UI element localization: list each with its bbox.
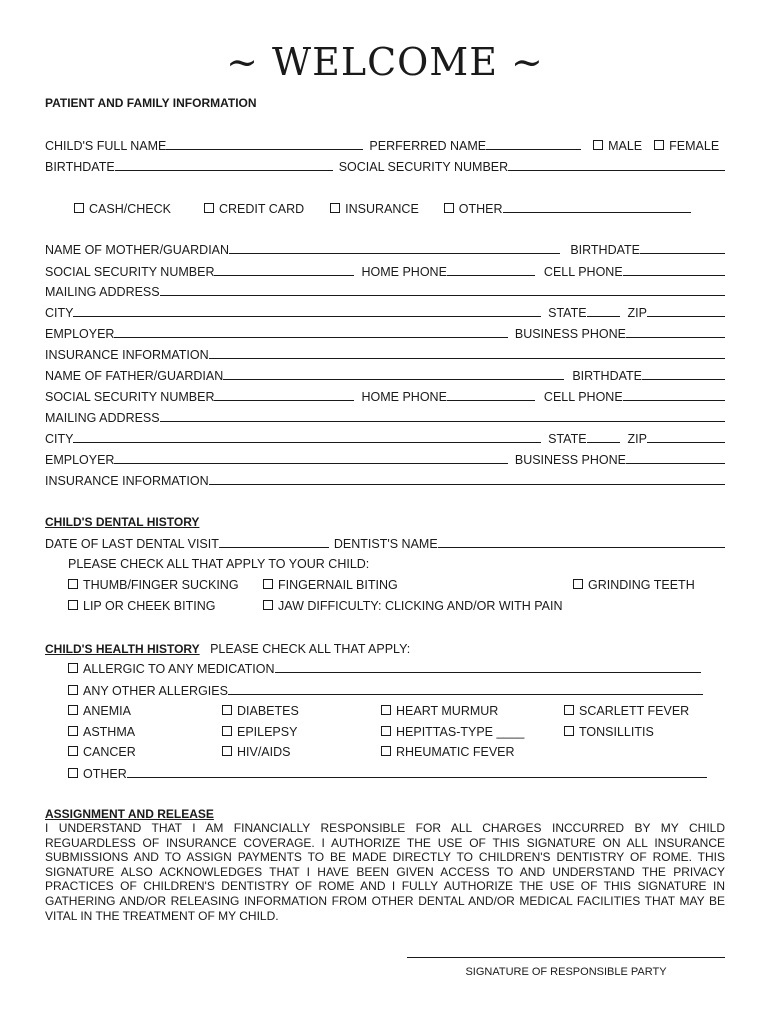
father-birthdate-field[interactable] bbox=[642, 367, 725, 380]
father-zip-label: ZIP bbox=[627, 432, 647, 446]
father-mailing-label: MAILING ADDRESS bbox=[45, 411, 160, 425]
female-option[interactable]: FEMALE bbox=[654, 138, 719, 154]
child-birthdate-field[interactable] bbox=[115, 158, 333, 171]
mother-birthdate-label: BIRTHDATE bbox=[570, 243, 640, 257]
dentist-name-field[interactable] bbox=[438, 535, 725, 548]
other-health-option[interactable]: OTHER bbox=[68, 766, 127, 782]
epilepsy-option[interactable]: EPILEPSY bbox=[222, 724, 297, 740]
mother-employer-label: EMPLOYER bbox=[45, 327, 115, 341]
health-history-heading: CHILD'S HEALTH HISTORY bbox=[45, 642, 200, 656]
anemia-option[interactable]: ANEMIA bbox=[68, 703, 131, 719]
page-title: ~ WELCOME ~ bbox=[226, 40, 544, 84]
father-name-field[interactable] bbox=[223, 367, 564, 380]
checkbox-icon[interactable] bbox=[68, 685, 78, 695]
diabetes-option[interactable]: DIABETES bbox=[222, 703, 299, 719]
child-full-name-field[interactable] bbox=[166, 137, 363, 150]
release-paragraph: I UNDERSTAND THAT I AM FINANCIALLY RESPONSIBLE FOR ALL CHARGES INCCURRED BY MY CHILD REGUARDLESS OF INSURANCE COVERAGE. I AUTHORIZE THE USE OF THIS SIGNATURE ON ALL INSURANCE SUBMISSIONS AND TO ASSIGN PAYMENTS TO BE MADE DIRECTLY TO CHILDREN'S DENTISTRY OF ROME. THIS SIGNATURE ALSO ACKNOWLEDGES THAT I HAVE BEEN GIVEN ACCESS TO AND UNDERSTAND THE PRIVACY PRACTICES OF CHILDREN'S DENTISTRY OF ROME AND I FULLY AUTHORIZE THE USE OF THIS SIGNATURE IN GATHERING AND/OR RELEASING INFORMATION FROM OTHER DENTAL AND/OR MEDICAL FACILITIES THAT MAY BE VITAL IN THE TREATMENT OF MY CHILD. bbox=[45, 821, 725, 923]
mother-state-label: STATE bbox=[548, 306, 587, 320]
checkbox-icon[interactable] bbox=[68, 746, 78, 756]
mother-ssn-label: SOCIAL SECURITY NUMBER bbox=[45, 265, 215, 279]
mother-birthdate-field[interactable] bbox=[640, 241, 725, 254]
fingernail-biting-option[interactable]: FINGERNAIL BITING bbox=[263, 577, 398, 593]
father-zip-field[interactable] bbox=[647, 430, 725, 443]
hiv-aids-option[interactable]: HIV/AIDS bbox=[222, 744, 291, 760]
father-home-phone-label: HOME PHONE bbox=[361, 390, 447, 404]
father-name-label: NAME OF FATHER/GUARDIAN bbox=[45, 369, 224, 383]
checkbox-icon[interactable] bbox=[573, 579, 583, 589]
tonsillitis-option[interactable]: TONSILLITIS bbox=[564, 724, 654, 740]
father-city-field[interactable] bbox=[73, 430, 541, 443]
other-payment-option[interactable]: OTHER bbox=[444, 201, 503, 217]
last-dental-visit-label: DATE OF LAST DENTAL VISIT bbox=[45, 537, 219, 551]
dental-history-heading: CHILD'S DENTAL HISTORY bbox=[45, 515, 200, 529]
mother-zip-label: ZIP bbox=[627, 306, 647, 320]
checkbox-icon[interactable] bbox=[564, 705, 574, 715]
insurance-option[interactable]: INSURANCE bbox=[330, 201, 419, 217]
father-state-field[interactable] bbox=[587, 430, 620, 443]
heart-murmur-option[interactable]: HEART MURMUR bbox=[381, 703, 498, 719]
mother-business-phone-label: BUSINESS PHONE bbox=[514, 327, 626, 341]
signature-label: SIGNATURE OF RESPONSIBLE PARTY bbox=[465, 966, 667, 978]
other-allergies-field[interactable] bbox=[228, 682, 703, 695]
mother-mailing-field[interactable] bbox=[160, 283, 725, 296]
father-employer-field[interactable] bbox=[114, 451, 507, 464]
child-ssn-label: SOCIAL SECURITY NUMBER bbox=[338, 160, 509, 174]
father-business-phone-label: BUSINESS PHONE bbox=[514, 453, 626, 467]
father-cell-phone-label: CELL PHONE bbox=[543, 390, 623, 404]
mother-insurance-label: INSURANCE INFORMATION bbox=[45, 348, 209, 362]
checkbox-icon[interactable] bbox=[593, 140, 603, 150]
father-insurance-field[interactable] bbox=[209, 472, 725, 485]
father-home-phone-field[interactable] bbox=[447, 388, 535, 401]
father-state-label: STATE bbox=[548, 432, 587, 446]
checkbox-icon[interactable] bbox=[263, 579, 273, 589]
father-ssn-field[interactable] bbox=[214, 388, 354, 401]
checkbox-icon[interactable] bbox=[68, 579, 78, 589]
checkbox-icon[interactable] bbox=[330, 203, 340, 213]
child-full-name-label: CHILD'S FULL NAME bbox=[45, 139, 167, 153]
male-option[interactable]: MALE bbox=[593, 138, 642, 154]
checkbox-icon[interactable] bbox=[564, 726, 574, 736]
checkbox-icon[interactable] bbox=[222, 726, 232, 736]
scarlett-fever-option[interactable]: SCARLETT FEVER bbox=[564, 703, 689, 719]
mother-employer-field[interactable] bbox=[114, 325, 507, 338]
father-cell-phone-field[interactable] bbox=[623, 388, 725, 401]
preferred-name-field[interactable] bbox=[486, 137, 581, 150]
mother-insurance-field[interactable] bbox=[209, 346, 725, 359]
rheumatic-fever-option[interactable]: RHEUMATIC FEVER bbox=[381, 744, 515, 760]
assignment-release-heading: ASSIGNMENT AND RELEASE bbox=[45, 807, 214, 821]
mother-city-label: CITY bbox=[45, 306, 74, 320]
checkbox-icon[interactable] bbox=[68, 600, 78, 610]
checkbox-icon[interactable] bbox=[204, 203, 214, 213]
cancer-option[interactable]: CANCER bbox=[68, 744, 136, 760]
mother-city-field[interactable] bbox=[73, 304, 541, 317]
checkbox-icon[interactable] bbox=[444, 203, 454, 213]
mother-state-field[interactable] bbox=[587, 304, 620, 317]
asthma-option[interactable]: ASTHMA bbox=[68, 724, 135, 740]
jaw-difficulty-option[interactable]: JAW DIFFICULTY: CLICKING AND/OR WITH PAIN bbox=[263, 598, 563, 614]
other-health-field[interactable] bbox=[127, 765, 707, 778]
mother-business-phone-field[interactable] bbox=[626, 325, 725, 338]
checkbox-icon[interactable] bbox=[222, 746, 232, 756]
mother-name-field[interactable] bbox=[229, 241, 560, 254]
checkbox-icon[interactable] bbox=[381, 746, 391, 756]
mother-cell-phone-field[interactable] bbox=[623, 263, 725, 276]
signature-line[interactable] bbox=[407, 957, 725, 958]
other-allergies-option[interactable]: ANY OTHER ALLERGIES bbox=[68, 683, 228, 699]
last-dental-visit-field[interactable] bbox=[219, 535, 329, 548]
preferred-name-label: PERFERRED NAME bbox=[369, 139, 487, 153]
checkbox-icon[interactable] bbox=[74, 203, 84, 213]
mother-home-phone-label: HOME PHONE bbox=[361, 265, 447, 279]
father-insurance-label: INSURANCE INFORMATION bbox=[45, 474, 209, 488]
father-birthdate-label: BIRTHDATE bbox=[572, 369, 642, 383]
credit-card-option[interactable]: CREDIT CARD bbox=[204, 201, 304, 217]
thumb-sucking-option[interactable]: THUMB/FINGER SUCKING bbox=[68, 577, 239, 593]
checkbox-icon[interactable] bbox=[263, 600, 273, 610]
checkbox-icon[interactable] bbox=[381, 726, 391, 736]
mother-home-phone-field[interactable] bbox=[447, 263, 535, 276]
child-ssn-field[interactable] bbox=[508, 158, 725, 171]
father-employer-label: EMPLOYER bbox=[45, 453, 115, 467]
father-business-phone-field[interactable] bbox=[626, 451, 725, 464]
mother-cell-phone-label: CELL PHONE bbox=[543, 265, 623, 279]
checkbox-icon[interactable] bbox=[222, 705, 232, 715]
father-ssn-label: SOCIAL SECURITY NUMBER bbox=[45, 390, 215, 404]
dental-instruction: PLEASE CHECK ALL THAT APPLY TO YOUR CHILD: bbox=[68, 557, 370, 571]
checkbox-icon[interactable] bbox=[68, 663, 78, 673]
checkbox-icon[interactable] bbox=[381, 705, 391, 715]
father-city-label: CITY bbox=[45, 432, 74, 446]
mother-ssn-field[interactable] bbox=[214, 263, 354, 276]
checkbox-icon[interactable] bbox=[68, 726, 78, 736]
other-payment-field[interactable] bbox=[503, 200, 691, 213]
checkbox-icon[interactable] bbox=[654, 140, 664, 150]
lip-cheek-biting-option[interactable]: LIP OR CHEEK BITING bbox=[68, 598, 215, 614]
dentist-name-label: DENTIST'S NAME bbox=[333, 537, 438, 551]
mother-name-label: NAME OF MOTHER/GUARDIAN bbox=[45, 243, 230, 257]
patient-info-heading: PATIENT AND FAMILY INFORMATION bbox=[45, 96, 257, 110]
father-mailing-field[interactable] bbox=[160, 409, 725, 422]
checkbox-icon[interactable] bbox=[68, 705, 78, 715]
mother-zip-field[interactable] bbox=[647, 304, 725, 317]
child-birthdate-label: BIRTHDATE bbox=[45, 160, 115, 174]
grinding-teeth-option[interactable]: GRINDING TEETH bbox=[573, 577, 695, 593]
mother-mailing-label: MAILING ADDRESS bbox=[45, 285, 160, 299]
hepatitis-option[interactable]: HEPITTAS-TYPE ____ bbox=[381, 724, 524, 740]
health-instruction: PLEASE CHECK ALL THAT APPLY: bbox=[210, 642, 411, 656]
cash-check-option[interactable]: CASH/CHECK bbox=[74, 201, 171, 217]
allergic-medication-option[interactable]: ALLERGIC TO ANY MEDICATION bbox=[68, 661, 275, 677]
checkbox-icon[interactable] bbox=[68, 768, 78, 778]
allergic-medication-field[interactable] bbox=[275, 660, 702, 673]
